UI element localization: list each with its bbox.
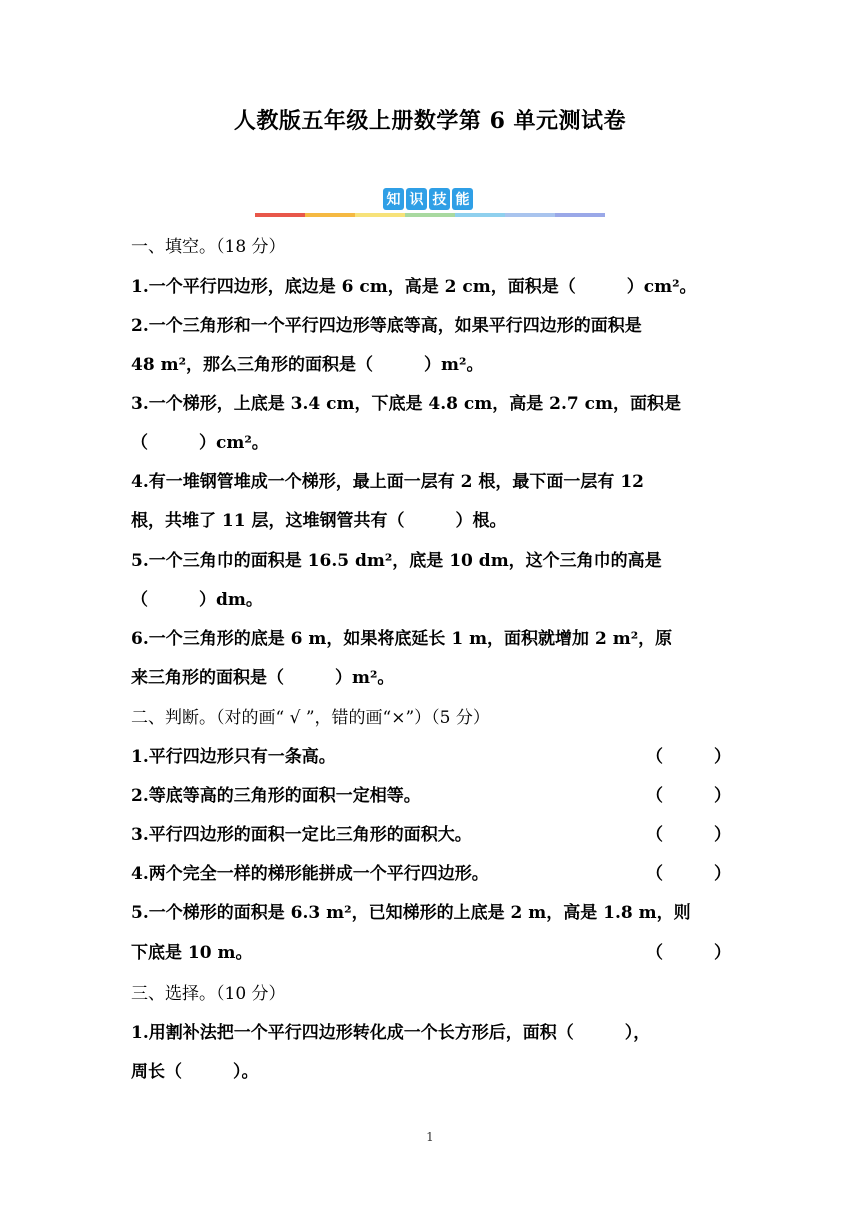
- answer-paren: （ ）: [646, 943, 731, 963]
- banner-bar-segment: [455, 213, 505, 217]
- banner-char: 技: [429, 188, 450, 210]
- section-heading-choose: 三、选择。（10 分）: [131, 984, 286, 1004]
- banner-bar-segment: [405, 213, 455, 217]
- judge-item-text: 3.平行四边形的面积一定比三角形的面积大。: [131, 825, 472, 845]
- fill-line: 4.有一堆钢管堆成一个梯形，最上面一层有 2 根，最下面一层有 12: [131, 472, 644, 492]
- banner-bar-segment: [555, 213, 605, 217]
- judge-item: [131, 941, 731, 965]
- banner-bar-segment: [255, 213, 305, 217]
- judge-item-text: 4.两个完全一样的梯形能拼成一个平行四边形。: [131, 864, 489, 884]
- section-heading-judge: 二、判断。（对的画“ √ ”，错的画“×”）（5 分）: [131, 708, 490, 728]
- judge-item: [131, 823, 731, 847]
- banner-char: 能: [452, 188, 473, 210]
- fill-line: （ ）cm²。: [131, 433, 269, 453]
- answer-paren: （ ）: [646, 825, 731, 845]
- banner-label: [383, 188, 473, 212]
- fill-line: 来三角形的面积是（ ）m²。: [131, 668, 395, 688]
- judge-item: [131, 862, 731, 886]
- banner-bar-segment: [355, 213, 405, 217]
- banner-bar-segment: [505, 213, 555, 217]
- judge-item-text: 1.平行四边形只有一条高。: [131, 747, 336, 767]
- section-banner: [255, 188, 605, 218]
- judge-item: [131, 745, 731, 769]
- banner-bar-segment: [305, 213, 355, 217]
- judge-item: 5.一个梯形的面积是 6.3 m²，已知梯形的上底是 2 m，高是 1.8 m，则: [131, 903, 691, 923]
- fill-line: 3.一个梯形，上底是 3.4 cm，下底是 4.8 cm，高是 2.7 cm，面积是: [131, 394, 682, 414]
- judge-item-text: 2.等底等高的三角形的面积一定相等。: [131, 786, 421, 806]
- answer-paren: （ ）: [646, 786, 731, 806]
- choose-line: 1.用割补法把一个平行四边形转化成一个长方形后，面积（ ），: [131, 1023, 651, 1043]
- banner-color-bar: [255, 213, 605, 217]
- fill-line: 6.一个三角形的底是 6 m，如果将底延长 1 m，面积就增加 2 m²，原: [131, 629, 673, 649]
- page-number: 1: [426, 1130, 434, 1144]
- judge-item: [131, 784, 731, 808]
- section-heading-fill: 一、填空。（18 分）: [131, 237, 286, 257]
- fill-line: （ ）dm。: [131, 590, 263, 610]
- fill-line: 5.一个三角巾的面积是 16.5 dm²，底是 10 dm，这个三角巾的高是: [131, 551, 662, 571]
- fill-line: 48 m²，那么三角形的面积是（ ）m²。: [131, 355, 484, 375]
- choose-line: 周长（ ）。: [131, 1062, 259, 1082]
- banner-char: 识: [406, 188, 427, 210]
- answer-paren: （ ）: [646, 864, 731, 884]
- fill-line: 根，共堆了 11 层，这堆钢管共有（ ）根。: [131, 511, 507, 531]
- fill-line: 2.一个三角形和一个平行四边形等底等高，如果平行四边形的面积是: [131, 316, 642, 336]
- page-title: 人教版五年级上册数学第 6 单元测试卷: [233, 108, 627, 134]
- banner-char: 知: [383, 188, 404, 210]
- fill-line: 1.一个平行四边形，底边是 6 cm，高是 2 cm，面积是（ ）cm²。: [131, 277, 697, 297]
- answer-paren: （ ）: [646, 747, 731, 767]
- judge-item-text: 下底是 10 m。: [131, 943, 253, 963]
